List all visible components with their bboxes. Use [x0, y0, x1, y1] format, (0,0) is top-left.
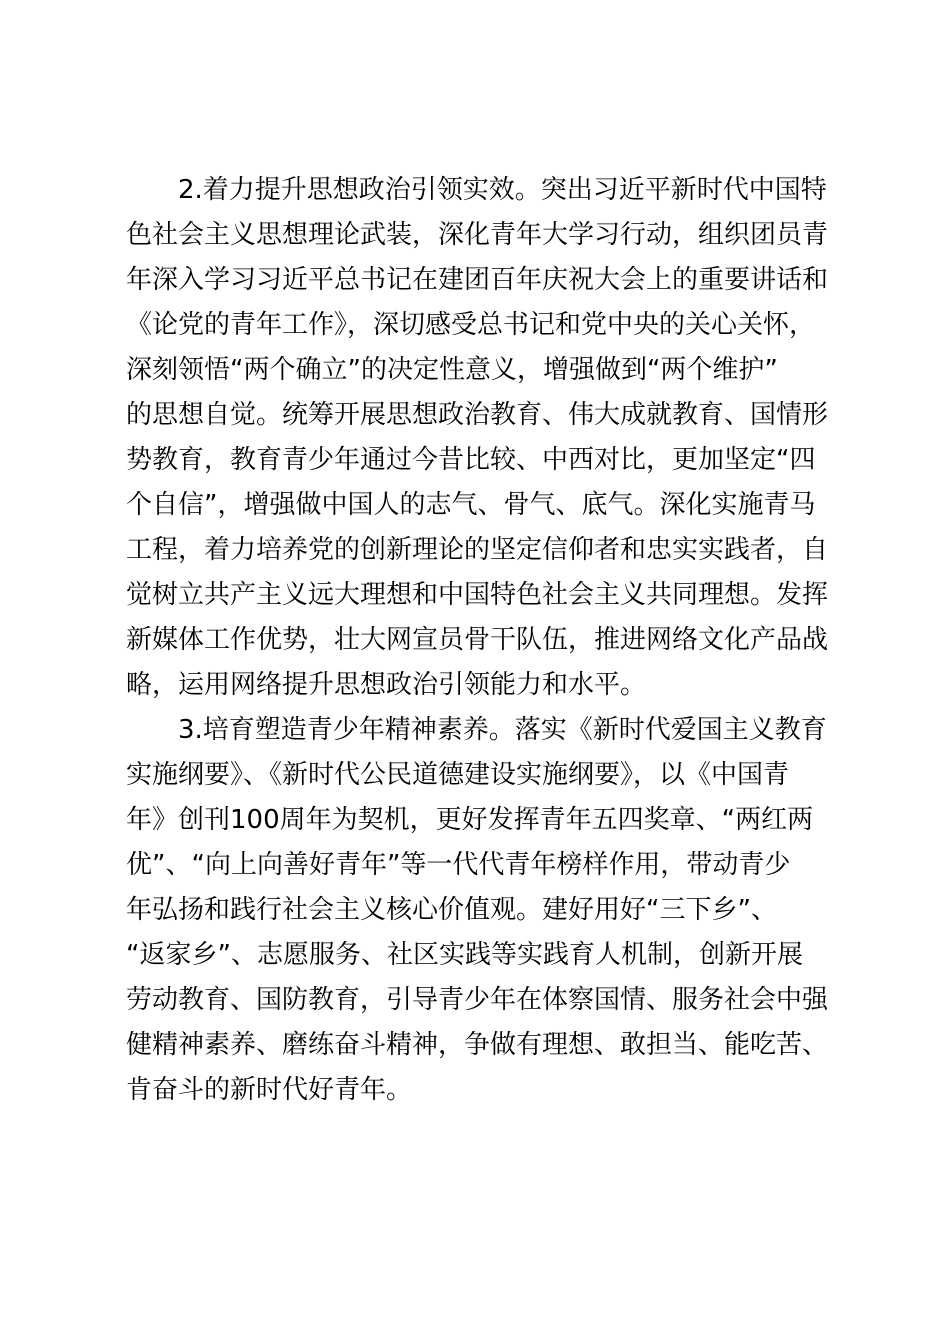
- text-line: 《论党的青年工作》，深切感受总书记和党中央的关心关怀，: [126, 310, 816, 340]
- text-line: 年深入学习习近平总书记在建团百年庆祝大会上的重要讲话和: [126, 265, 829, 295]
- text-line: 2.着力提升思想政治引领实效。突出习近平新时代中国特: [178, 175, 827, 205]
- text-line: 肯奋斗的新时代好青年。: [126, 1075, 413, 1105]
- text-line: 个自信”，增强做中国人的志气、骨气、底气。深化实施青马: [126, 490, 816, 520]
- text-line: 工程，着力培养党的创新理论的坚定信仰者和忠实实践者，自: [126, 535, 829, 565]
- text-line: 的思想自觉。统筹开展思想政治教育、伟大成就教育、国情形: [126, 400, 829, 430]
- text-line: 色社会主义思想理论武装，深化青年大学习行动，组织团员青: [126, 220, 829, 250]
- paragraph-2: [126, 168, 832, 708]
- text-line: 劳动教育、国防教育，引导青少年在体察国情、服务社会中强: [126, 985, 829, 1015]
- text-line: 优”、“向上向善好青年”等一代代青年榜样作用，带动青少: [126, 850, 791, 880]
- text-line: 觉树立共产主义远大理想和中国特色社会主义共同理想。发挥: [126, 580, 829, 610]
- text-line: 年弘扬和践行社会主义核心价值观。建好用好“三下乡”、: [126, 895, 777, 925]
- text-line: 年》创刊100周年为契机，更好发挥青年五四奖章、“两红两: [126, 805, 814, 835]
- text-line: 势教育，教育青少年通过今昔比较、中西对比，更加坚定“四: [126, 445, 816, 475]
- text-line: 新媒体工作优势，壮大网宣员骨干队伍，推进网络文化产品战: [126, 625, 829, 655]
- text-line: 健精神素养、磨练奋斗精神，争做有理想、敢担当、能吃苦、: [126, 1030, 829, 1060]
- paragraph-3: [126, 708, 832, 1113]
- text-line: 3.培育塑造青少年精神素养。落实《新时代爱国主义教育: [178, 715, 827, 745]
- text-line: 实施纲要》、《新时代公民道德建设实施纲要》，以《中国青: [126, 760, 790, 790]
- text-line: 深刻领悟“两个确立”的决定性意义，增强做到“两个维护”: [126, 355, 778, 385]
- text-line: “返家乡”、志愿服务、社区实践等实践育人机制，创新开展: [126, 940, 803, 970]
- document-body: [126, 168, 832, 1113]
- text-line: 略，运用网络提升思想政治引领能力和水平。: [126, 670, 647, 700]
